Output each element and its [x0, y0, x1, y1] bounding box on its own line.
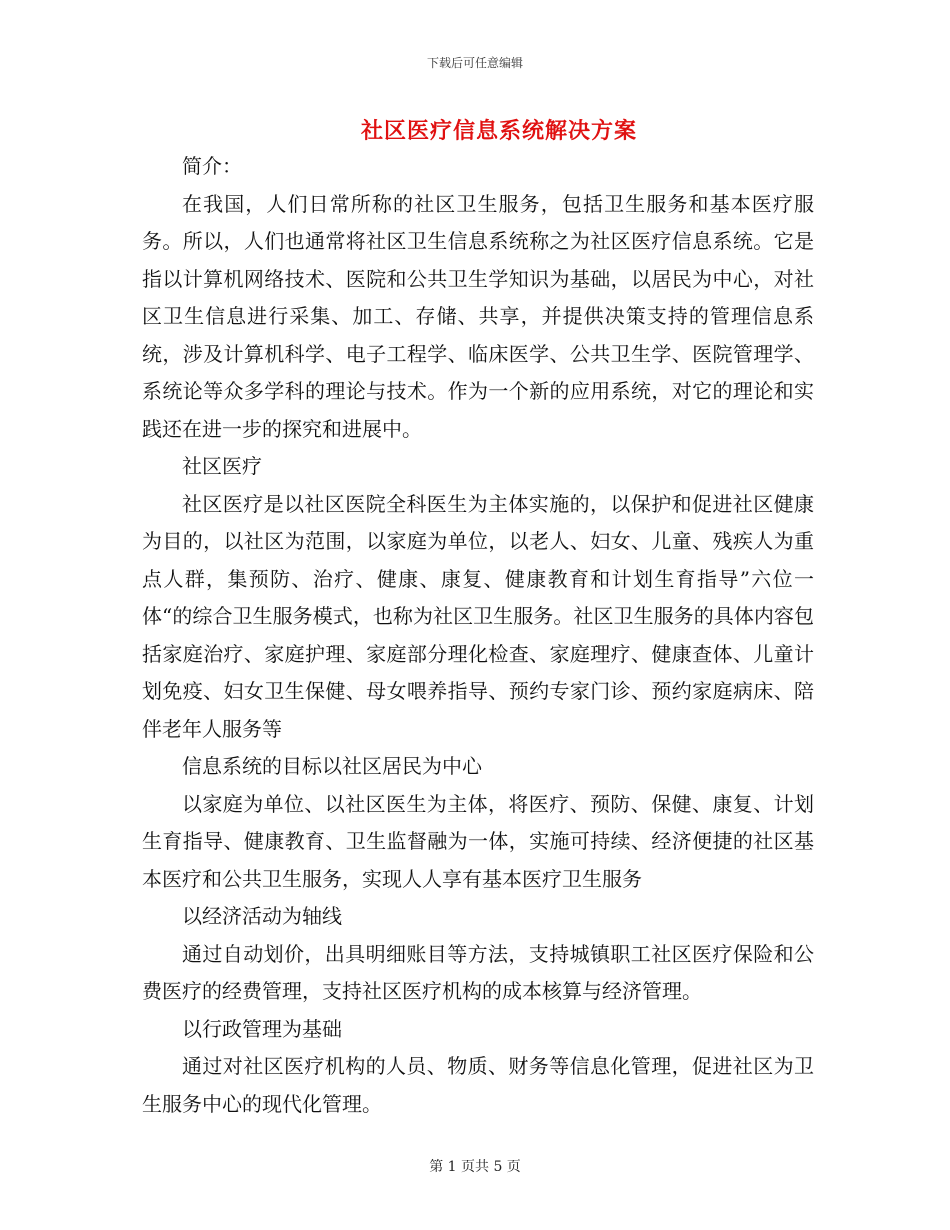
admin-paragraph: 通过对社区医疗机构的人员、物质、财务等信息化管理，促进社区为卫生服务中心的现代化管理。 [142, 1054, 814, 1116]
admin-heading: 以行政管理为基础 [182, 1016, 342, 1041]
community-care-paragraph: 社区医疗是以社区医院全科医生为主体实施的，以保护和促进社区健康为目的，以社区为范围，以家庭为单位，以老人、妇女、儿童、残疾人为重点人群，集预防、治疗、健康、康复、健康教育和计划生育指导”六位一体“的综合卫生服务模式，也称为社区卫生服务。社区卫生服务的具体内容包括家庭治疗、家庭护理、家庭部分理化检查、家庭理疗、健康查体、儿童计划免疫、妇女卫生保健、母女喂养指导、预约专家门诊、预约家庭病床、陪伴老年人服务等 [142, 491, 814, 741]
page-number: 第 1 页共 5 页 [429, 1159, 521, 1175]
economic-paragraph: 通过自动划价，出具明细账目等方法，支持城镇职工社区医疗保险和公费医疗的经费管理，支持社区医疗机构的成本核算与经济管理。 [142, 941, 814, 1003]
community-care-heading: 社区医疗 [182, 454, 262, 478]
economic-heading: 以经济活动为轴线 [182, 904, 342, 928]
document-title: 社区医疗信息系统解决方案 [360, 118, 637, 144]
intro-paragraph: 在我国，人们日常所称的社区卫生服务，包括卫生服务和基本医疗服务。所以，人们也通常将社区卫生信息系统称之为社区医疗信息系统。它是指以计算机网络技术、医院和公共卫生学知识为基础，以居民为中心，对社区卫生信息进行采集、加工、存储、共享，并提供决策支持的管理信息系统，涉及计算机科学、电子工程学、临床医学、公共卫生学、医院管理学、系统论等众多学科的理论与技术。作为一个新的应用系统，对它的理论和实践还在进一步的探究和进展中。 [142, 191, 814, 441]
header-note: 下载后可任意编辑 [426, 56, 523, 70]
document-body [142, 148, 814, 1123]
system-goal-paragraph: 以家庭为单位、以社区医生为主体，将医疗、预防、保健、康复、计划生育指导、健康教育、卫生监督融为一体，实施可持续、经济便捷的社区基本医疗和公共卫生服务，实现人人享有基本医疗卫生服务 [142, 791, 814, 891]
intro-heading: 简介： [182, 154, 242, 178]
system-goal-heading: 信息系统的目标以社区居民为中心 [182, 754, 482, 778]
